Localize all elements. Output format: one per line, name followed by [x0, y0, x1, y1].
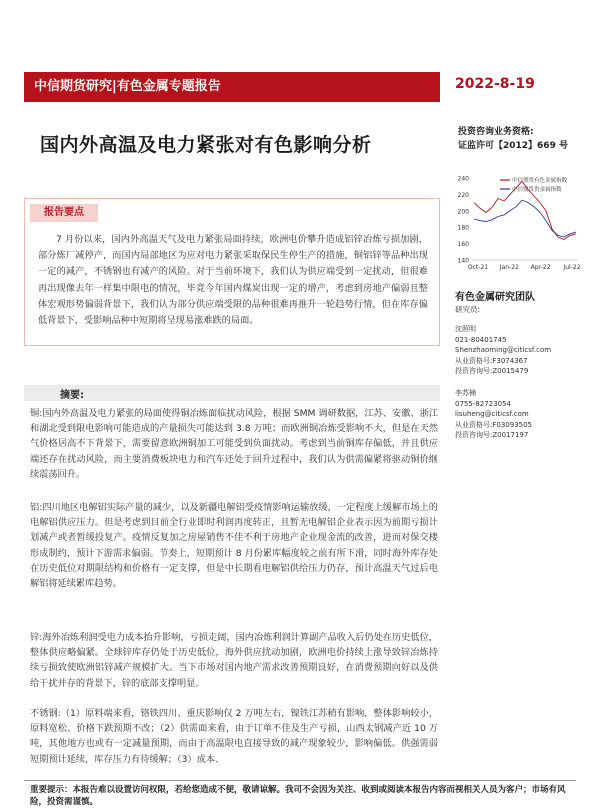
paragraph-key: 铜:: [30, 408, 43, 419]
x-tick-label: Oct-21: [467, 264, 489, 271]
x-tick-label: Jul-22: [563, 264, 581, 271]
paragraph-text: 国内外高温及电力紧张的局面使得铜冶炼面临扰动风险，根据 SMM 调研数据，江苏、安徽、浙江和湖北受到限电影响可能造成的产量损失可能达到 3.8 万吨；而欧洲铜冶炼受影响不大，但是在天然气价格居高不下背景下，需要留意欧洲铜加工可能受到负面扰动。考虑到当前铜库存偏低，并且供应端还存在扰动风险，而主要消费板块电力和汽车还处于回升过程中，我们认为供需偏紧将驱动铜价继续震荡回升。: [30, 408, 438, 480]
paragraph-text: 海外冶炼利润受电力成本抬升影响，亏损走阔，国内冶炼利润计算副产品收入后仍处在历史低位，整体供应略偏紧。全球锌库存仍处于历史低位，海外供应扰动加剧，欧洲电价持续上涨导致锌冶炼持续亏损致使欧洲铝锌减产规模扩大。当下市场对国内地产需求改善预期良好，在消费预期向好以及供给干扰并存的背景下，锌的底部支撑明显。: [30, 632, 438, 689]
y-tick-label: 240: [457, 175, 469, 183]
paragraph-text: 四川地区电解铝实际产量的减少，以及新疆电解铝受疫情影响运输放缓，一定程度上缓解市场上的电解铝供应压力。但是考虑到目前全行业即时利润再度转正，且暂无电解铝企业表示因为前期亏损计划减产或者暂缓投复产。疫情反复加之房屋销售不佳不利于房地产企业现金流的改善，进而对保交楼形成制约，预计下游需求偏弱。节奏上，短期预计 8 月份累库幅度较之前有所下滑，同时海外库存处在历史低位对期限结构和价格有一定支撑，但是中长期看电解铝供给压力仍存，预计高温天气过后电解铝将延续累库趋势。: [30, 502, 438, 590]
y-tick-label: 160: [457, 241, 469, 249]
abstract-bar: [24, 385, 440, 401]
x-tick-label: Jan-22: [499, 264, 519, 271]
abstract-label: 摘要:: [60, 390, 84, 401]
report-title: 国内外高温及电力紧张对有色影响分析: [40, 134, 372, 156]
analyst-phone: 0755-82723054: [455, 399, 511, 408]
stainless-paragraph: [30, 706, 438, 767]
report-header-bar: [24, 72, 440, 102]
report-date: 2022-8-19: [455, 76, 535, 92]
summary-label: 报告要点: [30, 204, 98, 222]
footer-notice: 重要提示：本报告难以设置访问权限，若给您造成不便，敬请谅解。我司不会因为关注、收到或阅读本报告内容而视相关人员为客户；市场有风险，投资需谨慎。: [30, 785, 566, 807]
analyst-consult-number: 投资咨询号:Z0015479: [455, 367, 529, 375]
registration-line-2: 证监许可【2012】669 号: [458, 141, 568, 151]
y-tick-label: 180: [457, 224, 469, 232]
team-name: 有色金属研究团队: [455, 292, 535, 303]
analyst-name: 沈照明: [455, 325, 476, 333]
registration-line-1: 投资咨询业务资格:: [458, 127, 534, 137]
zinc-paragraph: [30, 630, 438, 691]
analyst-phone: 021-80401745: [455, 335, 507, 344]
paragraph-key: 不锈钢:: [30, 708, 61, 719]
brand-label: 中信期货研究|有色金属专题报告: [34, 79, 221, 94]
legend-label: 中信期货贵金属指数: [512, 187, 562, 194]
analyst-card: [455, 324, 551, 377]
registration-info: [458, 125, 568, 153]
researcher-label: 研究员:: [455, 305, 481, 314]
footer-divider: [24, 780, 576, 781]
analyst-name: 李苏楠: [455, 389, 476, 397]
paragraph-key: 锌:: [30, 632, 43, 643]
analyst-consult-number: 投资咨询号:Z0017197: [455, 431, 529, 439]
analyst-email[interactable]: lisuheng@citicsf.com: [455, 410, 529, 418]
legend-label: 中信期货有色金属指数: [512, 178, 568, 185]
analyst-card: [455, 388, 532, 441]
analyst-qualification: 从业资格号:F03093505: [455, 420, 533, 429]
paragraph-key: 铝:: [30, 502, 43, 513]
y-tick-label: 220: [457, 191, 469, 199]
aluminum-paragraph: [30, 500, 438, 591]
copper-paragraph: [30, 406, 438, 482]
index-line-chart: [452, 172, 582, 280]
analyst-qualification: 从业资格号:F3074367: [455, 356, 528, 365]
paragraph-text: （1）原料端来看，铬铁四川、重庆影响仅 2 万吨左右，镍铁江苏稍有影响，整体影响较小，原料宽松、价格下跌预期不改；（2）供需面来看，由于订单不佳及生产亏损，山西太钢减产近 10 万吨，其他地方也或有一定减量预期，而由于高温限电直接导致的减产现象较少，影响偏低。供强需弱短期预计延续，库存压力有待缓解；（3）成本、: [30, 708, 438, 765]
x-tick-label: Apr-22: [530, 264, 551, 271]
analyst-email[interactable]: Shenzhaoming@citicsf.com: [455, 346, 552, 354]
y-tick-label: 200: [457, 208, 469, 216]
summary-text: 7 月份以来，国内外高温天气及电力紧张局面持续，欧洲电价攀升造成铝锌冶炼亏损加剧，部分炼厂减停产，而国内局部地区为应对电力紧张采取保民生停生产的措施，铜铝锌等品种出现一定的减产，不锈钢也有减产的风险。对于当前环境下，我们认为供应端受到一定扰动，但很难再出现像去年一样集中限电的情况，毕竟今年国内煤炭出现一定的增产，考虑到房地产偏弱且整体宏观形势偏弱背景下，我们认为部分供应端受限的品种很难再推升一轮趋势行情，但在库存偏低背景下，受影响品种中短期将呈现易涨难跌的局面。: [38, 234, 428, 327]
series-line: [474, 200, 576, 237]
y-tick-label: 140: [457, 257, 469, 265]
